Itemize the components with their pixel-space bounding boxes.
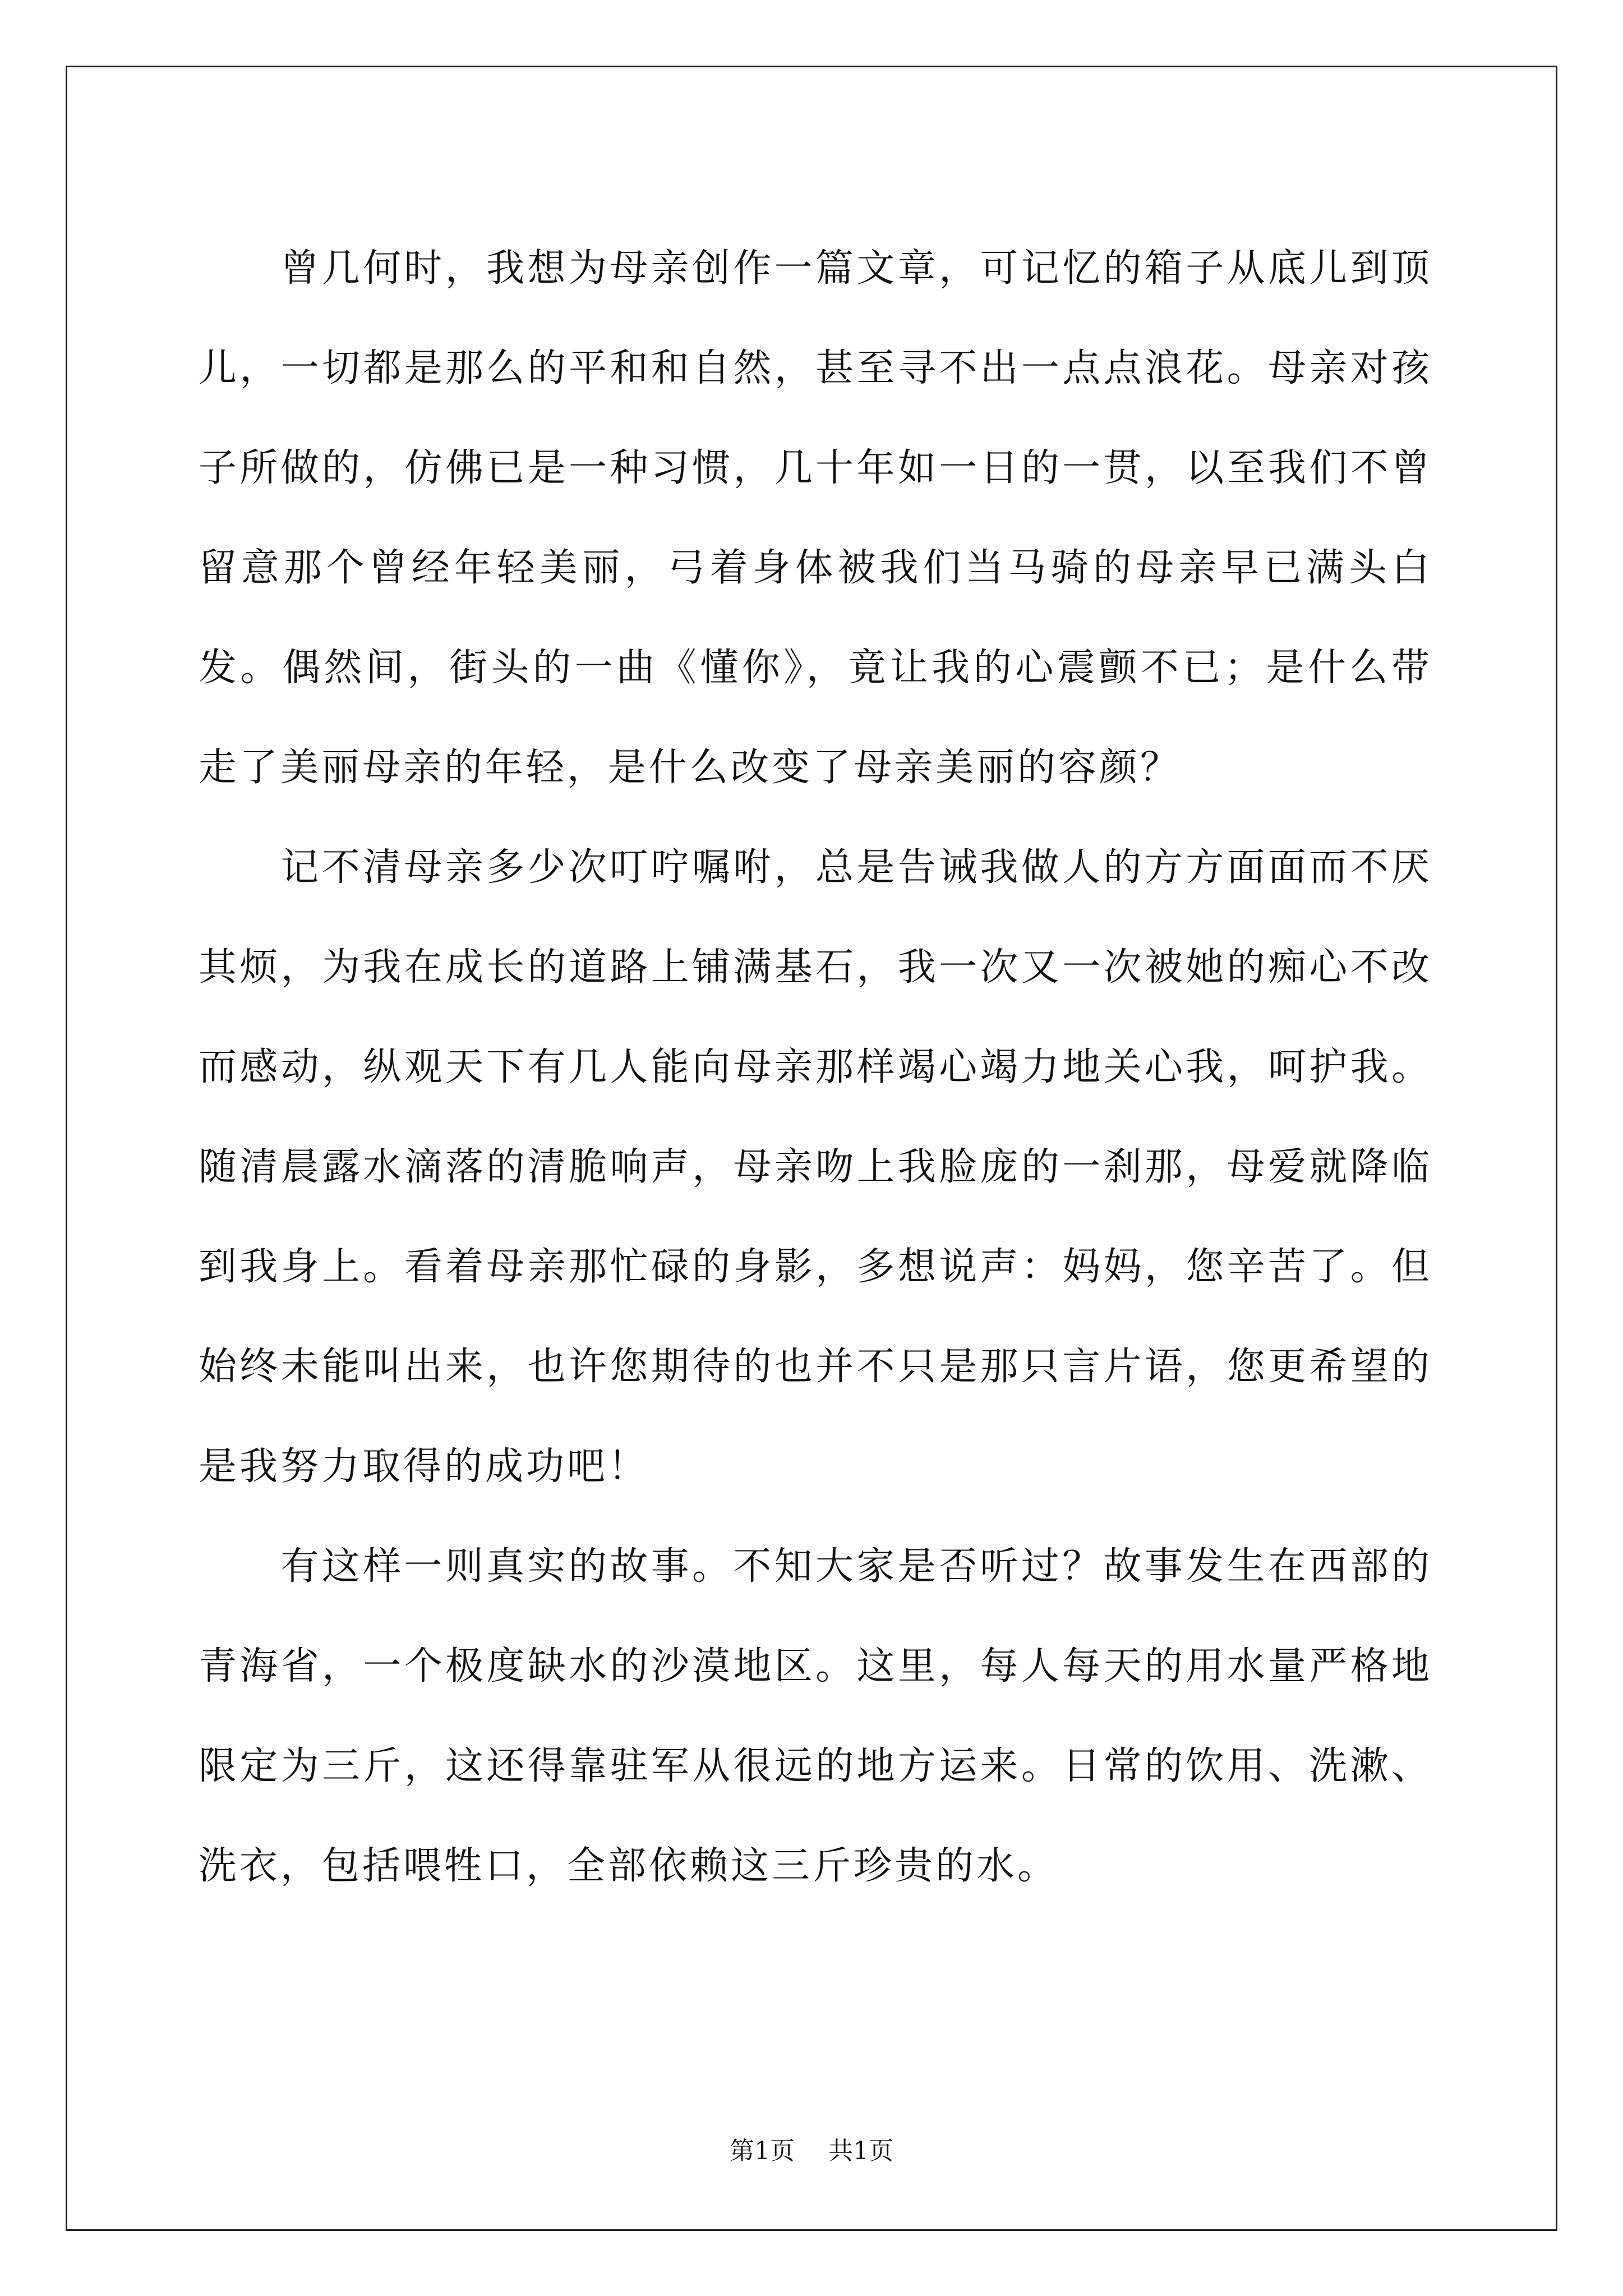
page-number: 第1页 [730, 2137, 795, 2165]
document-body [199, 219, 1432, 1916]
paragraph-text: 记不清母亲多少次叮咛嘱咐，总是告诫我做人的方方面面而不厌其烦，为我在成长的道路上铺满基石，我一次又一次被她的痴心不改而感动，纵观天下有几人能向母亲那样竭心竭力地关心我，呵护我。随清晨露水滴落的清脆响声，母亲吻上我脸庞的一刹那，母爱就降临到我身上。看着母亲那忙碌的身影，多想说声：妈妈，您辛苦了。但始终未能叫出来，也许您期待的也并不只是那只言片语，您更希望的是我努力取得的成功吧！ [199, 845, 1432, 1489]
page-footer [0, 2134, 1623, 2168]
paragraph-text: 有这样一则真实的故事。不知大家是否听过？故事发生在西部的青海省，一个极度缺水的沙漠地区。这里，每人每天的用水量严格地限定为三斤，这还得靠驻军从很远的地方运来。日常的饮用、洗漱、洗衣，包括喂牲口，全部依赖这三斤珍贵的水。 [199, 1544, 1432, 1888]
paragraph [199, 818, 1432, 1517]
paragraph [199, 219, 1432, 818]
paragraph [199, 1517, 1432, 1916]
page-total: 共1页 [828, 2137, 893, 2165]
paragraph-text: 曾几何时，我想为母亲创作一篇文章，可记忆的箱子从底儿到顶儿，一切都是那么的平和和自然，甚至寻不出一点点浪花。母亲对孩子所做的，仿佛已是一种习惯，几十年如一日的一贯，以至我们不曾留意那个曾经年轻美丽，弓着身体被我们当马骑的母亲早已满头白发。偶然间，街头的一曲《懂你》，竟让我的心震颤不已；是什么带走了美丽母亲的年轻，是什么改变了母亲美丽的容颜？ [199, 246, 1432, 790]
